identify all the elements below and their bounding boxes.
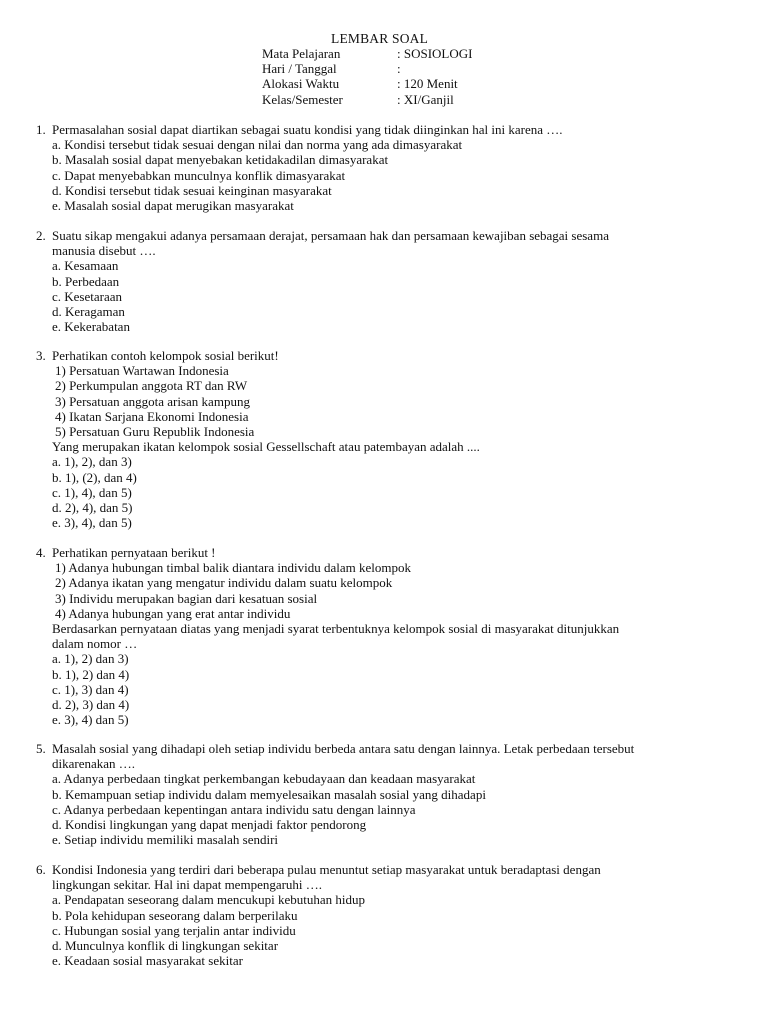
- question-line: [36, 228, 736, 243]
- option: e. Setiap individu memiliki masalah sendiri: [52, 832, 279, 848]
- statement-item: 4) Adanya hubungan yang erat antar individu: [55, 605, 291, 621]
- option: d. 2), 3) dan 4): [52, 697, 130, 713]
- statement-item: 4) Ikatan Sarjana Ekonomi Indonesia: [55, 408, 249, 424]
- question-5: [36, 741, 736, 847]
- statement-item: 2) Perkumpulan anggota RT dan RW: [55, 378, 248, 394]
- question-text: Masalah sosial yang dihadapi oleh setiap individu berbeda antara satu dengan lainnya. Letak perbedaan tersebut: [52, 741, 635, 756]
- option: d. Kondisi lingkungan yang dapat menjadi faktor pendorong: [52, 817, 367, 833]
- meta-row-date: [262, 61, 472, 76]
- question-text: Perhatikan pernyataan berikut !: [52, 545, 216, 560]
- option: e. Masalah sosial dapat merugikan masyarakat: [52, 198, 294, 214]
- header-info: [262, 46, 472, 107]
- option: c. 1), 4), dan 5): [52, 484, 132, 500]
- option: d. Keragaman: [52, 304, 125, 320]
- question-text: Permasalahan sosial dapat diartikan sebagai suatu kondisi yang tidak diinginkan hal ini karena ….: [52, 122, 563, 137]
- statement-item: 2) Adanya ikatan yang mengatur individu dalam suatu kelompok: [55, 575, 393, 591]
- question-prompt: Yang merupakan ikatan kelompok sosial Gessellschaft atau patembayan adalah ....: [52, 439, 480, 455]
- question-text: Perhatikan contoh kelompok sosial berikut!: [52, 348, 279, 363]
- option: b. Masalah sosial dapat menyebakan ketidakadilan dimasyarakat: [52, 152, 389, 168]
- option: d. Munculnya konflik di lingkungan sekitar: [52, 938, 279, 954]
- option: e. Kekerabatan: [52, 319, 130, 335]
- statement-item: 5) Persatuan Guru Republik Indonesia: [55, 424, 255, 440]
- option: d. 2), 4), dan 5): [52, 500, 133, 516]
- meta-label: Mata Pelajaran: [262, 46, 341, 61]
- question-6: [36, 862, 736, 968]
- question-number: 4.: [36, 545, 46, 560]
- statement-item: 3) Persatuan anggota arisan kampung: [55, 393, 250, 409]
- statement-item: 1) Persatuan Wartawan Indonesia: [55, 363, 229, 379]
- option: a. 1), 2), dan 3): [52, 454, 132, 470]
- question-number: 6.: [36, 862, 46, 877]
- question-number: 3.: [36, 348, 46, 363]
- question-2: [36, 228, 736, 334]
- option: a. Adanya perbedaan tingkat perkembangan kebudayaan dan keadaan masyarakat: [52, 771, 476, 787]
- option: b. 1), (2), dan 4): [52, 469, 137, 485]
- option: c. 1), 3) dan 4): [52, 681, 129, 697]
- option: c. Hubungan sosial yang terjalin antar individu: [52, 922, 296, 938]
- option: b. Perbedaan: [52, 273, 120, 289]
- question-line: [36, 545, 736, 560]
- question-line: [36, 741, 736, 756]
- option: e. Keadaan sosial masyarakat sekitar: [52, 953, 243, 969]
- question-text: Kondisi Indonesia yang terdiri dari beberapa pulau menuntut setiap masyarakat untuk beradaptasi dengan: [52, 862, 601, 877]
- question-3: [36, 348, 736, 530]
- question-text-continued: manusia disebut ….: [52, 243, 156, 259]
- question-text: Suatu sikap mengakui adanya persamaan derajat, persamaan hak dan persamaan kewajiban sebagai sesama: [52, 228, 609, 243]
- statement-item: 3) Individu merupakan bagian dari kesatuan sosial: [55, 590, 318, 606]
- question-prompt: Berdasarkan pernyataan diatas yang menjadi syarat terbentuknya kelompok sosial di masyarakat ditunjukkan: [52, 621, 620, 637]
- option: a. Kondisi tersebut tidak sesuai dengan nilai dan norma yang ada dimasyarakat: [52, 137, 463, 153]
- option: b. Kemampuan setiap individu dalam memyelesaikan masalah sosial yang dihadapi: [52, 786, 486, 802]
- question-text-continued: lingkungan sekitar. Hal ini dapat mempengaruhi ….: [52, 877, 323, 893]
- question-line: [36, 862, 736, 877]
- question-line: [36, 122, 736, 137]
- option: a. Kesamaan: [52, 258, 119, 274]
- meta-value: : XI/Ganjil: [397, 91, 454, 107]
- meta-row-class: [262, 92, 472, 107]
- meta-label: Hari / Tanggal: [262, 61, 337, 77]
- meta-value: : 120 Menit: [397, 76, 458, 92]
- question-line: [36, 348, 736, 363]
- option: a. 1), 2) dan 3): [52, 651, 129, 667]
- question-4: [36, 545, 736, 727]
- question-number: 2.: [36, 228, 46, 243]
- question-number: 1.: [36, 122, 46, 137]
- page-title: LEMBAR SOAL: [331, 31, 429, 46]
- question-text-continued: dikarenakan ….: [52, 756, 136, 772]
- meta-label: Kelas/Semester: [262, 91, 343, 107]
- question-prompt-continued: dalam nomor …: [52, 636, 138, 652]
- option: c. Adanya perbedaan kepentingan antara individu satu dengan lainnya: [52, 801, 416, 817]
- question-number: 5.: [36, 741, 46, 756]
- meta-row-subject: [262, 46, 472, 61]
- option: e. 3), 4) dan 5): [52, 712, 129, 728]
- meta-value: :: [397, 61, 401, 77]
- meta-label: Alokasi Waktu: [262, 76, 340, 92]
- option: e. 3), 4), dan 5): [52, 515, 132, 531]
- option: d. Kondisi tersebut tidak sesuai keinginan masyarakat: [52, 182, 332, 198]
- meta-value: : SOSIOLOGI: [397, 46, 473, 61]
- statement-item: 1) Adanya hubungan timbal balik diantara individu dalam kelompok: [55, 560, 411, 576]
- question-1: [36, 122, 736, 213]
- option: b. 1), 2) dan 4): [52, 666, 130, 682]
- option: c. Kesetaraan: [52, 288, 123, 304]
- meta-row-time: [262, 76, 472, 91]
- option: c. Dapat menyebabkan munculnya konflik dimasyarakat: [52, 167, 346, 183]
- option: b. Pola kehidupan seseorang dalam berperilaku: [52, 907, 298, 923]
- option: a. Pendapatan seseorang dalam mencukupi kebutuhan hidup: [52, 892, 365, 908]
